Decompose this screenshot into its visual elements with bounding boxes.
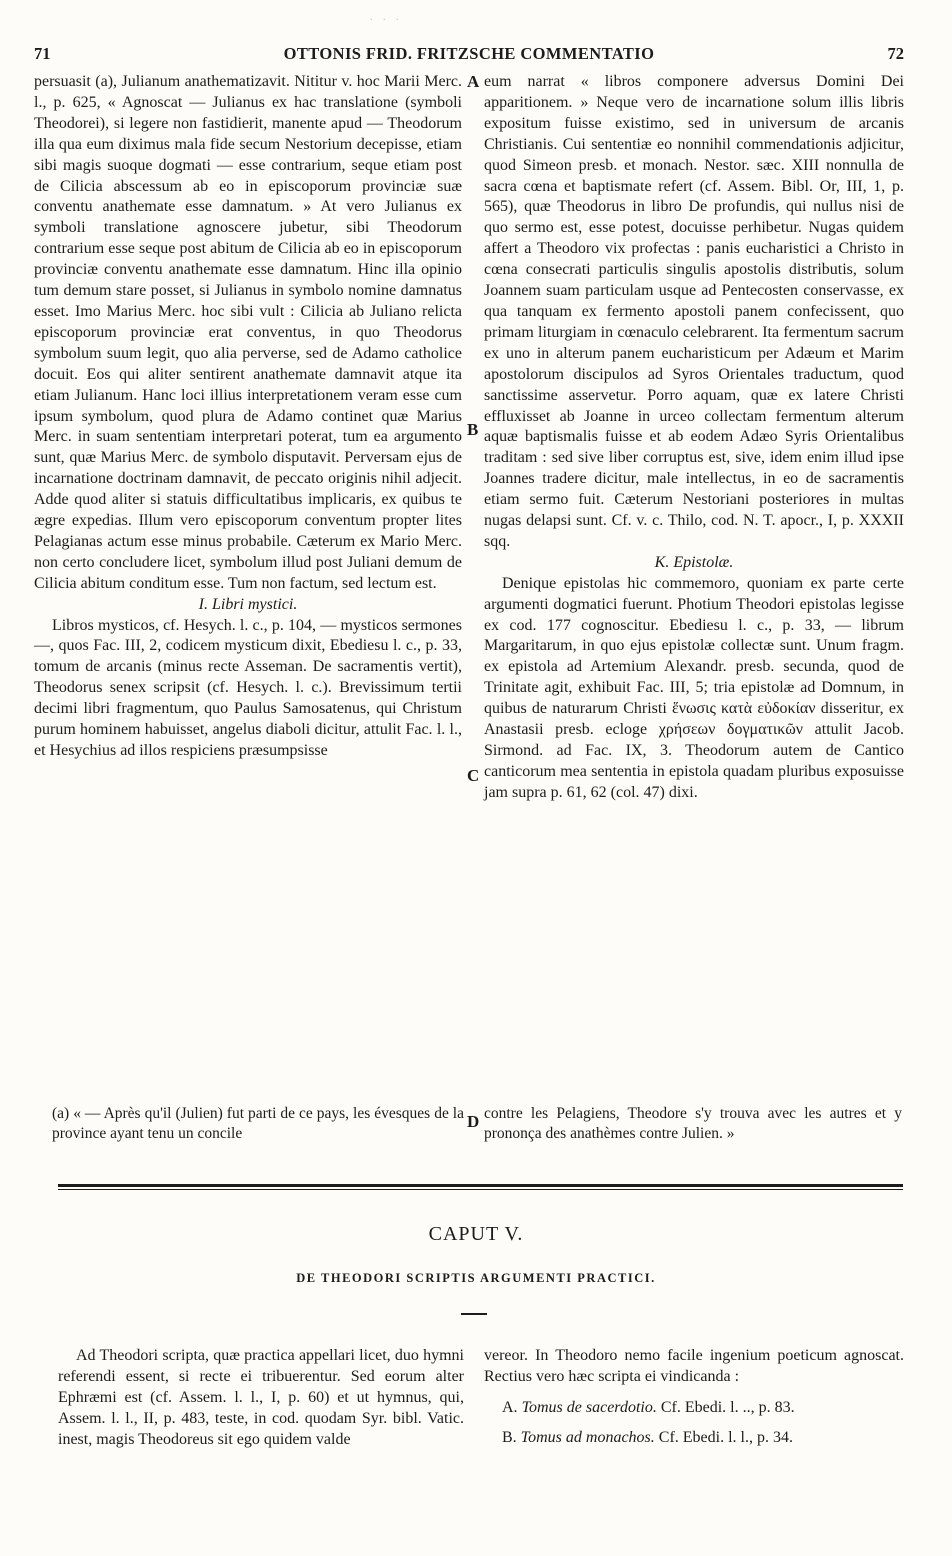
chapter-left-column xyxy=(58,1345,464,1450)
item-title: Tomus de sacerdotio. xyxy=(521,1399,657,1416)
chapter-right-paragraph: vereor. In Theodoro nemo facile ingenium poeticum agnoscat. Rectius vero hæc scripta ei vindicanda : xyxy=(484,1347,904,1385)
right-column xyxy=(484,72,904,804)
left-paragraph-2: Libros mysticos, cf. Hesych. l. c., p. 104, — mysticos sermones —, quos Fac. III, 2, codicem mysticum dixit, Ebediesu l. c., p. 33, tomum de arcanis (minus recte Asseman. De sacramentis vertit), Theodorus senex scripsit (cf. Hesych. l. c.). Brevissimum tertii decimi libri fragmentum, quo Paulus Samosatenus, qui Christum purum hominem habuisset, angelus diaboli dicitur, attulit Fac. l. l., et Hesychius ad illos respiciens præsumpsisse xyxy=(34,616,462,759)
item-label: B. xyxy=(502,1429,517,1446)
chapter-subtitle: DE THEODORI SCRIPTIS ARGUMENTI PRACTICI. xyxy=(296,1271,656,1285)
list-item xyxy=(484,1397,904,1418)
section-heading-libri-mystici: I. Libri mystici. xyxy=(198,595,298,613)
page-number-left: 71 xyxy=(34,44,51,63)
list-item xyxy=(484,1427,904,1448)
right-paragraph-2: Denique epistolas hic commemoro, quoniam ex parte certe argumenti dogmatici fuerunt. Photium Theodori epistolas legisse ex cod. 177 cognoscitur. Ebediesu l. c., p. 33, — librum Margaritarum, in quo ejus epistolæ collectæ sunt. Unum fragm. ex epistola ad Artemium Alexandr. presb. secunda, quod de Trinitate agit, exhibuit Fac. III, 5; tria epistolæ ad Domnum, in quibus de naturarum Christi ἕνωσις κατὰ εὐδοκίαν disseritur, ex Anastasii presb. ecloge χρήσεων δογματικῶν attulit Jacob. Sirmond. ad Fac. IX, 3. Theodorum autem de Cantico canticorum mea sententia in epistola quadam pluribus exposuisse jam supra p. 61, 62 (col. 47) dixi. xyxy=(484,574,904,801)
chapter-right-column xyxy=(484,1345,904,1448)
column-marker-a: A xyxy=(467,72,480,91)
footnote-left: (a) « — Après qu'il (Julien) fut parti de ce pays, les évesques de la province ayant tenu un concile xyxy=(52,1105,464,1142)
section-divider xyxy=(58,1184,903,1187)
item-title: Tomus ad monachos. xyxy=(520,1429,655,1446)
chapter-title: CAPUT V. xyxy=(428,1223,524,1245)
chapter-left-paragraph: Ad Theodori scripta, quæ practica appellari licet, duo hymni referendi essent, si recte ei tribuerentur. Sed eorum alter Ephræmi est (cf. Assem. l. l., I, p. 60) et ut hymnus, qui, Assem. l. l., II, p. 483, teste, in cod. quodam Syr. bibl. Vatic. inest, magis Theodoreus sit ego quidem valde xyxy=(58,1347,464,1448)
short-divider xyxy=(461,1313,487,1315)
section-divider-thin xyxy=(58,1189,903,1190)
section-heading-epistolae: K. Epistolæ. xyxy=(654,553,734,571)
footnote-right: contre les Pelagiens, Theodore s'y trouva avec les autres et y prononça des anathèmes contre Julien. » xyxy=(484,1105,902,1142)
left-paragraph-1: persuasit (a), Julianum anathematizavit. Nititur v. hoc Marii Merc. l., p. 625, « Agnoscat — Julianus ex hac translatione (symboli Theodorei), si legere non fastidierit, manente apud — Theodorum illa qua eum diximus mala fide secum Nestorium decepisse, etiam sibi magis suoque dogmati — esse contrarium, seque etiam post de Cilicia abscessum ab eo in episcoporum provinciæ suæ conventu anathemate esse damnatum. » At vero Julianus ex symboli translatione agnoscere jubetur, sibi Theodorum contrarium esse seque post abitum de Cilicia ab eo in episcoporum provinciæ conventu anathemate esse damnatum. Hinc illa opinio tum demum stare posset, si Julianus in symbolo nomine damnatus esset. Imo Marius Merc. hoc sibi vult : Cilicia ab Juliano relicta episcoporum provinciæ erat conventus, in quo Theodorus symbolum suum legit, quo alia perverse, sed de Adamo catholice docuit. Eos qui aliter sentirent anathemate damnavit atque ita etiam Julianum. Hanc loci illius interpretationem veram esse cum ipsum symbolum, quod plura de Adamo continet quæ Marius Merc. in suam sententiam interpretari poterat, tum ea argumento sunt, quæ Marius Merc. de symbolo disputavit. Perversam ejus de incarnatione doctrinam damnavit, de peccato originis nihil adjecit. Adde quod aliter si statuis difficultatibus implicaris, ex quibus te ægre expedias. Illum vero episcoporum conventum propter lites Pelagianas actum esse minus probabile. Cæterum ex Mario Merc. non certo concludere licet, symbolum illud post Juliani demum de Cilicia abitum conditum esse. Tum non factum, sed lectum est. xyxy=(34,73,462,592)
top-mark: . . . xyxy=(370,12,403,23)
item-label: A. xyxy=(502,1399,518,1416)
left-column xyxy=(34,72,462,762)
page-number-right: 72 xyxy=(887,44,904,63)
column-marker-c: C xyxy=(467,766,480,785)
running-title: OTTONIS FRID. FRITZSCHE COMMENTATIO xyxy=(283,44,655,63)
running-header xyxy=(34,44,904,70)
right-paragraph-1: eum narrat « libros componere adversus Domini Dei apparitionem. » Neque vero de incarnatione solum illis libris expositum fuisse existimo, sed in universum de arcanis Christianis. Cui sententiæ eo nonnihil commendationis adjicitur, quod Simeon presb. et monach. Nestor. sæc. XIII nonnulla de sacra cœna et baptismate refert (cf. Assem. Bibl. Or, III, 1, p. 565), quæ Theodorus in libro De profundis, qui nullus nisi de quo sermo est, esse potest, docuisse perhibetur. Nugas quidem affert a Theodoro vix profectas : panis eucharistici a Christo in cœna consecrati particulis singulis apostolis distributis, solum Joannem suam particulam usque ad Pentecosten conservasse, ex qua tanquam ex fermento apostoli panem confecissent, quo primam liturgiam in cœnaculo celebrarent. Ita fermentum sacrum ex uno in alterum panem eucharisticum per Adæum et Marim apostolorum discipulos ad Syros Orientales traductum, quod sanctissime asservetur. Porro aquam, quæ ex latere Christi effluxisset ab Joanne in urceo collectam fermentum alterum aquæ baptismalis fuisse et ab eodem Adæo Syris Orientalibus traditam : sed sive liber corruptus est, sive, idem enim illud ipse Joannes tradere dicitur, male intellectus, in eo de sacramentis etiam sermo fuit. Cæterum Nestoriani posteriores in multas nugas delapsi sunt. Cf. v. c. Thilo, cod. N. T. apocr., I, p. XXXII sqq. xyxy=(484,73,904,550)
column-marker-d: D xyxy=(467,1112,480,1131)
item-reference: Cf. Ebedi. l. .., p. 83. xyxy=(660,1399,795,1416)
item-reference: Cf. Ebedi. l. l., p. 34. xyxy=(658,1429,793,1446)
column-marker-b: B xyxy=(467,420,479,439)
